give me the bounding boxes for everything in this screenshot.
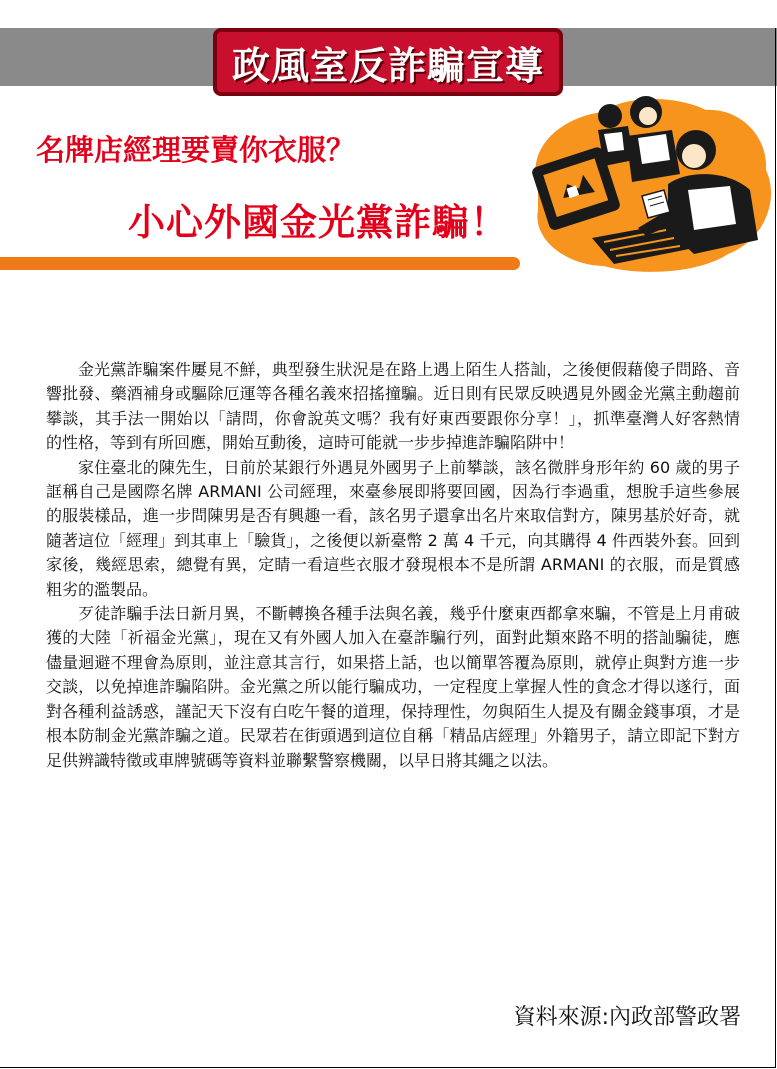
article-body <box>46 358 740 773</box>
paragraph: 家住臺北的陳先生，日前於某銀行外遇見外國男子上前攀談，該名微胖身形年約 60 歲的男子誆稱自己是國際名牌 ARMANI 公司經理，來臺參展即將要回國，因為行李過重，想脫手這些參展的服裝樣品，進一步問陳男是否有興趣一看，該名男子還拿出名片來取信對方，陳男基於好奇，就隨著這位「經理」到其車上「驗貨」，之後便以新臺幣 2 萬 4 千元，向其購得 4 件西裝外套。回到家後，幾經思索，總覺有異，定睛一看這些衣服才發現根本不是所謂 ARMANI 的衣服，而是質感粗劣的濫製品。 <box>46 457 740 599</box>
paragraph: 歹徒詐騙手法日新月異，不斷轉換各種手法與名義，幾乎什麼東西都拿來騙，不管是上月甫破獲的大陸「祈福金光黨」，現在又有外國人加入在臺詐騙行列，面對此類來路不明的搭訕騙徒，應儘量迴避不理會為原則，並注意其言行，如果搭上話，也以簡單答覆為原則，就停止與對方進一步交談，以免掉進詐騙陷阱。金光黨之所以能行騙成功，一定程度上掌握人性的貪念才得以遂行，面對各種利益誘惑，謹記天下沒有白吃午餐的道理，保持理性，勿與陌生人提及有關金錢事項，才是根本防制金光黨詐騙之道。民眾若在街頭遇到這位自稱「精品店經理」外籍男子，請立即記下對方足供辨識特徵或車牌號碼等資料並聯繫警察機關，以早日將其繩之以法。 <box>46 604 740 770</box>
headline-warning: 小心外國金光黨詐騙！ <box>128 201 508 244</box>
people-at-computer-icon <box>518 90 777 276</box>
source-credit: 資料來源:內政部警政署 <box>513 1005 741 1030</box>
banner-title: 政風室反詐騙宣導 <box>213 28 563 96</box>
orange-divider <box>0 257 520 270</box>
paragraph: 金光黨詐騙案件屢見不鮮，典型發生狀況是在路上遇上陌生人搭訕，之後便假藉傻子問路、音響批發、藥酒補身或驅除厄運等各種名義來招搖撞騙。近日則有民眾反映遇見外國金光黨主動趨前攀談，其手法一開始以「請問，你會說英文嗎？我有好東西要跟你分享！」，抓準臺灣人好客熱情的性格，等到有所回應，開始互動後，這時可能就一步步掉進詐騙陷阱中！ <box>46 360 740 453</box>
headline-question: 名牌店經理要賣你衣服？ <box>36 133 356 167</box>
